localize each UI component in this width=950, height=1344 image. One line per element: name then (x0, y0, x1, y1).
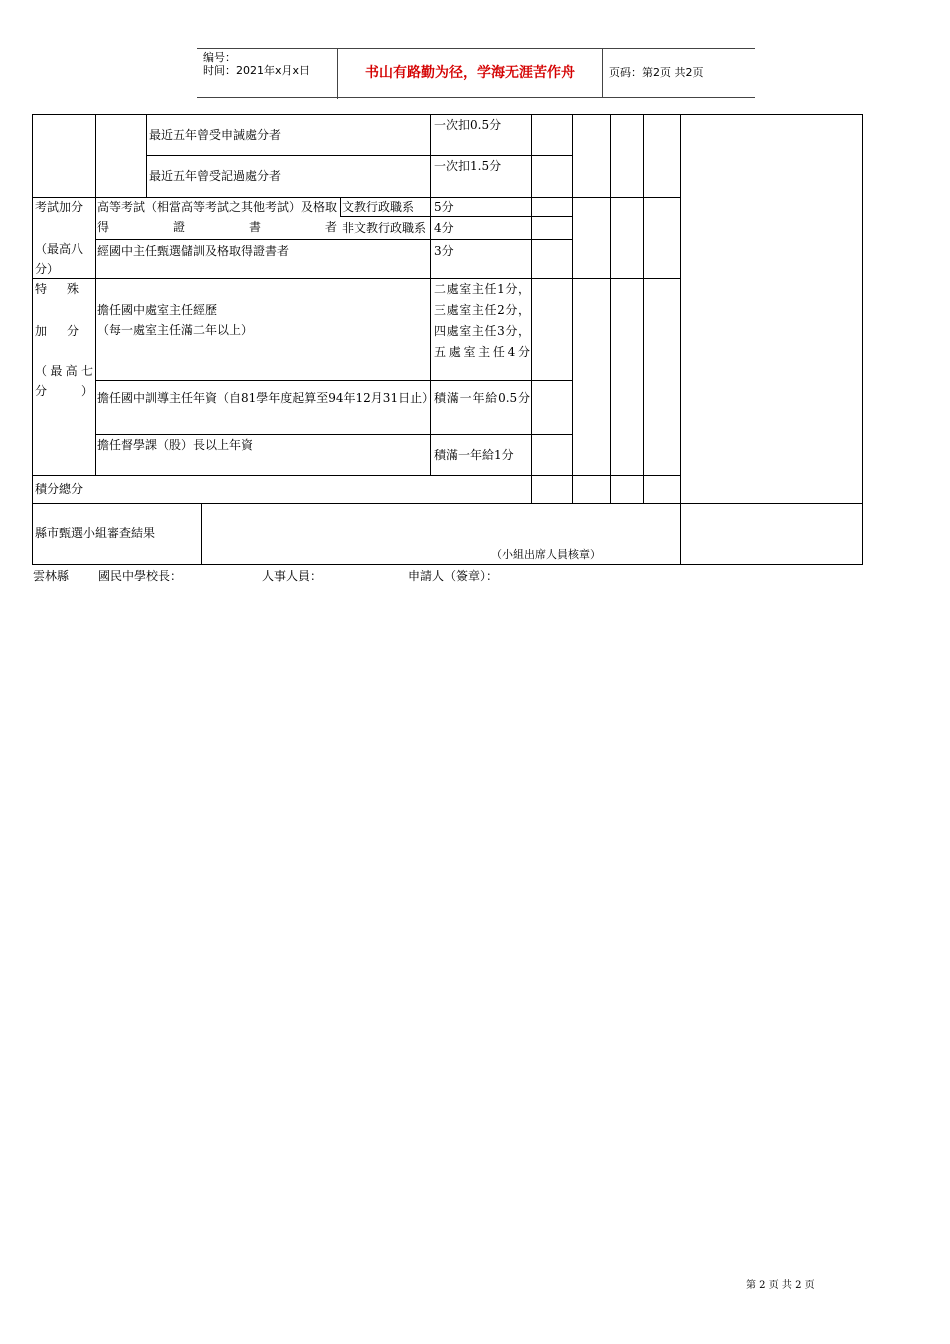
time-label: 时间：2021年x月x日 (203, 64, 311, 77)
counsel-value: 積滿一年給0.5分 (434, 391, 530, 405)
special-category: 特 殊 (35, 282, 79, 296)
row-line (95, 380, 572, 381)
supervisor-item: 擔任督學課（股）長以上年資 (97, 438, 254, 452)
total-label: 積分總分 (35, 482, 84, 496)
applicant-label: 申請人（簽章）： (408, 569, 499, 583)
counsel-item: 擔任國中訓導主任年資（自81學年度起算至94年12月31日止） (97, 391, 435, 405)
warning-label: 最近五年曾受申誡處分者 (149, 128, 282, 142)
col-line (95, 115, 96, 197)
director-value: 二處室主任1分，三處室主任2分，四處室主任3分，五處室主任4分 (434, 282, 530, 359)
header-meta (197, 49, 338, 99)
exam-sub2-value: 4分 (434, 221, 454, 235)
review-note: （小組出席人員核章） (491, 548, 601, 561)
special-max: （最高七分） (35, 364, 93, 398)
col-line (680, 115, 681, 565)
row-line (33, 278, 680, 279)
exam-max: （最高八分） (35, 242, 84, 276)
exam-sub2: 非文教行政職系 (342, 221, 427, 235)
row-line (33, 503, 862, 504)
document-header (197, 48, 755, 98)
col-line (531, 115, 532, 503)
col-line (610, 115, 611, 503)
demerit-label: 最近五年曾受記過處分者 (149, 169, 282, 183)
supervisor-value: 積滿一年給1分 (434, 448, 514, 462)
col-line (430, 115, 431, 475)
exam-item: 高等考試（相當高等考試之其他考試）及格取得證書者 (97, 200, 338, 234)
review-label: 縣市甄選小組審查結果 (35, 526, 156, 540)
exam-sub1-value: 5分 (434, 200, 454, 214)
training-item: 經國中主任甄選儲訓及格取得證書者 (97, 244, 290, 258)
col-line (146, 115, 147, 197)
score-table (32, 114, 863, 565)
demerit-value: 一次扣1.5分 (434, 159, 502, 173)
training-value: 3分 (434, 244, 454, 258)
motto: 书山有路勤为径，学海无涯苦作舟 (338, 49, 603, 97)
col-line (201, 503, 202, 565)
exam-category: 考試加分 (35, 200, 84, 214)
page-label: 页码：第2页 共2页 (609, 66, 704, 79)
col-line (643, 115, 644, 503)
warning-value: 一次扣0.5分 (434, 118, 502, 132)
row-line (146, 155, 572, 156)
number-label: 编号： (203, 51, 236, 64)
exam-sub1: 文教行政職系 (342, 200, 415, 214)
director-item: 擔任國中處室主任經歷 (97, 303, 218, 317)
col-line (95, 197, 96, 475)
principal-label: 國民中學校長： (98, 569, 183, 583)
row-line (95, 239, 572, 240)
row-line (33, 475, 680, 476)
director-note: （每一處室主任滿二年以上） (97, 323, 254, 337)
col-line (340, 197, 341, 217)
personnel-label: 人事人員： (262, 569, 323, 583)
special-category-2: 加 分 (35, 324, 79, 338)
page-footer: 第 2 页 共 2 页 (746, 1280, 815, 1291)
county-label: 雲林縣 (33, 569, 70, 583)
col-line (572, 115, 573, 503)
